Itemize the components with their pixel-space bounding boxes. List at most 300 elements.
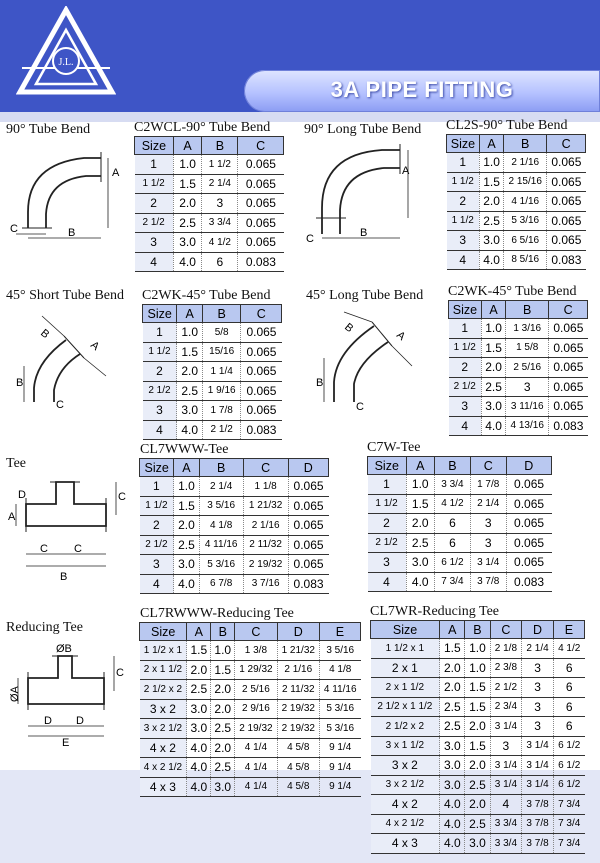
fig-label: D <box>44 715 52 727</box>
fig-label: C <box>356 401 364 413</box>
table-row <box>447 231 586 251</box>
table-cell: 2.5 <box>211 719 235 739</box>
column-header: C <box>547 135 586 153</box>
table-title-cl7wr: CL7WR-Reducing Tee <box>370 604 500 619</box>
table-cell: 4 <box>368 572 407 592</box>
table-cell: 4 <box>447 250 480 270</box>
table-cell: 0.065 <box>288 496 328 516</box>
table-row <box>449 319 588 339</box>
table-row <box>371 756 585 776</box>
column-header: B <box>465 621 490 639</box>
table-cell: 1.5 <box>174 496 199 516</box>
table-cell: 2.5 <box>406 533 434 553</box>
table-cell: 1 21/32 <box>277 641 319 661</box>
table-cell: 1 1/2 x 1 <box>371 639 440 659</box>
table-row <box>135 213 284 233</box>
fig-label: A <box>402 165 410 177</box>
label-reducing-tee: Reducing Tee <box>6 620 83 635</box>
table-cell: 1 <box>143 323 177 343</box>
fig-label: ØA <box>9 686 21 702</box>
table-cell: 2.5 <box>465 814 490 834</box>
table-cell: 1 3/16 <box>506 319 549 339</box>
fig-label: D <box>76 715 84 727</box>
table-row <box>371 795 585 815</box>
table-row <box>140 574 329 594</box>
table-cell: 1 1/2 <box>140 496 174 516</box>
table-cell: 8 5/16 <box>504 250 547 270</box>
table-cell: 2 11/32 <box>243 535 288 555</box>
table-row <box>368 553 552 573</box>
table-cell: 2.0 <box>211 680 235 700</box>
table-cell: 3 <box>447 231 480 251</box>
table-cell: 3.0 <box>481 397 505 417</box>
table-cell: 1.0 <box>177 323 202 343</box>
fig-label: A <box>112 167 120 179</box>
table-cell: 2 19/32 <box>277 719 319 739</box>
table-cell: 1 1/2 <box>368 494 407 514</box>
table-cell: 0.083 <box>288 574 328 594</box>
company-logo <box>16 6 116 96</box>
table-cell: 0.065 <box>238 194 284 214</box>
table-cell: 6 <box>435 533 471 553</box>
table-cell: 4.0 <box>174 574 199 594</box>
table-row <box>143 401 282 421</box>
table-cell: 4 1/2 <box>435 494 471 514</box>
table-cell: 1 <box>140 477 174 497</box>
table-cell: 4.0 <box>187 738 211 758</box>
table-cell: 1 <box>368 475 407 495</box>
table-cell: 3 <box>522 678 554 698</box>
table-cell: 2.0 <box>440 658 465 678</box>
table-cell: 0.065 <box>547 172 586 192</box>
table-cell: 15/16 <box>202 342 241 362</box>
table-cell: 4.0 <box>406 572 434 592</box>
table-row <box>140 535 329 555</box>
column-header: Size <box>447 135 480 153</box>
table-cell: 2 x 1 1/2 <box>140 660 187 680</box>
table-cell: 2.0 <box>177 362 202 382</box>
table-cell: 1 1/2 <box>143 342 177 362</box>
table-row <box>143 381 282 401</box>
table-cell: 1 1/4 <box>202 362 241 382</box>
table-cell: 1.5 <box>479 172 503 192</box>
table-row <box>140 680 361 700</box>
table-cell: 3 3/4 <box>202 213 238 233</box>
table-row <box>135 174 284 194</box>
table-cell: 3 <box>449 397 482 417</box>
table-cell: 6 <box>435 514 471 534</box>
table-cell: 3 <box>140 555 174 575</box>
column-header: Size <box>135 137 174 155</box>
table-cell: 6 1/2 <box>435 553 471 573</box>
column-header: A <box>173 137 202 155</box>
table-cell: 4 1/2 <box>202 233 238 253</box>
table-cell: 2 1/4 <box>199 477 243 497</box>
table-row <box>449 397 588 417</box>
table-cell: 5 3/16 <box>319 699 360 719</box>
table-cell: 2.0 <box>174 516 199 536</box>
table-cell: 1.5 <box>187 641 211 661</box>
column-header: E <box>319 623 360 641</box>
table-row <box>143 362 282 382</box>
fig-label: B <box>360 227 368 239</box>
table-cell: 0.065 <box>549 377 588 397</box>
table-cell: 4 11/16 <box>319 680 360 700</box>
table-cell: 0.065 <box>549 338 588 358</box>
table-cell: 0.065 <box>241 342 282 362</box>
fig-label: C <box>306 233 314 245</box>
table-cell: 2.0 <box>465 756 490 776</box>
column-header: C <box>470 457 506 475</box>
table-cell: 1.5 <box>173 174 202 194</box>
fig-label: A <box>394 329 408 344</box>
table-cell: 3 <box>470 514 506 534</box>
table-title-c7w: C7W-Tee <box>367 440 421 455</box>
logo-text: J.L. <box>58 57 74 68</box>
table-cell: 5 3/16 <box>504 211 547 231</box>
table-cell: 2 1/2 x 1 1/2 <box>371 697 440 717</box>
table-header-row <box>368 457 552 475</box>
table-cell: 4 x 3 <box>371 834 440 854</box>
table-cl2s <box>446 134 586 270</box>
table-cell: 2.5 <box>173 213 202 233</box>
table-cell: 7 3/4 <box>435 572 471 592</box>
table-cell: 3 1/4 <box>490 756 522 776</box>
table-cell: 2 19/32 <box>277 699 319 719</box>
table-cell: 1.5 <box>211 660 235 680</box>
table-cell: 4 <box>143 420 177 440</box>
table-cell: 1.0 <box>174 477 199 497</box>
table-cell: 3.0 <box>177 401 202 421</box>
table-cell: 0.065 <box>549 319 588 339</box>
table-cell: 2 1/2 <box>140 535 174 555</box>
table-row <box>371 717 585 737</box>
fig-label: C <box>74 543 82 555</box>
table-cell: 2 1/4 <box>522 639 554 659</box>
table-cell: 2.0 <box>465 717 490 737</box>
table-cell: 3.0 <box>406 553 434 573</box>
table-cell: 3.0 <box>187 699 211 719</box>
table-row <box>140 738 361 758</box>
table-cell: 5/8 <box>202 323 241 343</box>
table-row <box>140 496 329 516</box>
fig-label: C <box>40 543 48 555</box>
table-cell: 2 1/2 x 2 <box>371 717 440 737</box>
table-row <box>143 342 282 362</box>
table-header-row <box>449 301 588 319</box>
table-cell: 0.065 <box>238 213 284 233</box>
table-c2wk-b <box>448 300 588 436</box>
table-cell: 0.065 <box>547 153 586 173</box>
table-row <box>449 338 588 358</box>
table-cell: 2.0 <box>479 192 503 212</box>
table-cell: 4.0 <box>177 420 202 440</box>
diagram-45-short-tube-bend <box>14 306 126 416</box>
table-cell: 3 1/4 <box>522 756 554 776</box>
table-cell: 3 7/8 <box>522 834 554 854</box>
table-cell: 3.0 <box>440 756 465 776</box>
table-cell: 3 1/4 <box>490 775 522 795</box>
fig-label: E <box>62 737 70 748</box>
table-cell: 1 29/32 <box>235 660 277 680</box>
fig-label: B <box>68 227 76 239</box>
column-header: C <box>241 305 282 323</box>
column-header: Size <box>449 301 482 319</box>
table-cell: 4.0 <box>479 250 503 270</box>
column-header: Size <box>140 623 187 641</box>
table-cell: 0.065 <box>549 358 588 378</box>
table-cell: 3 11/16 <box>506 397 549 417</box>
table-cell: 1.5 <box>481 338 505 358</box>
table-cell: 2 11/32 <box>277 680 319 700</box>
table-row <box>140 516 329 536</box>
title-banner <box>244 70 600 112</box>
diagram-90-long-tube-bend <box>304 138 424 250</box>
table-cell: 3 <box>202 194 238 214</box>
table-cell: 2.5 <box>440 697 465 717</box>
table-cell: 1 3/8 <box>235 641 277 661</box>
table-cell: 3 x 2 1/2 <box>371 775 440 795</box>
table-cell: 2.5 <box>174 535 199 555</box>
table-row <box>368 475 552 495</box>
table-title-cl7www: CL7WWW-Tee <box>140 442 229 457</box>
table-row <box>371 775 585 795</box>
table-cell: 4 1/4 <box>235 758 277 778</box>
table-cell: 0.065 <box>238 155 284 175</box>
table-row <box>140 660 361 680</box>
table-row <box>371 736 585 756</box>
table-cell: 2 1/2 <box>490 678 522 698</box>
table-cell: 4 x 2 1/2 <box>140 758 187 778</box>
table-cell: 1 <box>449 319 482 339</box>
table-cell: 0.065 <box>547 192 586 212</box>
table-row <box>371 697 585 717</box>
table-cell: 0.065 <box>506 533 551 553</box>
table-cell: 4 <box>135 252 174 272</box>
column-header: Size <box>371 621 440 639</box>
table-cell: 2 x 1 <box>371 658 440 678</box>
table-row <box>449 377 588 397</box>
table-cell: 3 x 2 <box>371 756 440 776</box>
table-cell: 3 x 2 1/2 <box>140 719 187 739</box>
table-row <box>368 514 552 534</box>
table-cell: 7 3/4 <box>553 795 584 815</box>
label-90-long-tube-bend: 90° Long Tube Bend <box>304 122 422 137</box>
fig-label: A <box>88 339 102 354</box>
table-cell: 3 5/16 <box>319 641 360 661</box>
table-cell: 2 <box>449 358 482 378</box>
table-row <box>140 555 329 575</box>
table-cell: 0.083 <box>506 572 551 592</box>
column-header: Size <box>143 305 177 323</box>
table-cell: 1.0 <box>211 641 235 661</box>
diagram-90-tube-bend <box>6 140 130 250</box>
table-cell: 6 5/16 <box>504 231 547 251</box>
table-cell: 0.065 <box>288 477 328 497</box>
table-cell: 2 19/32 <box>243 555 288 575</box>
table-row <box>135 252 284 272</box>
table-cell: 1.0 <box>465 639 490 659</box>
table-cell: 3 <box>506 377 549 397</box>
table-row <box>140 758 361 778</box>
table-cell: 2 1/2 <box>368 533 407 553</box>
column-header: Size <box>140 459 174 477</box>
table-cell: 0.083 <box>238 252 284 272</box>
table-row <box>135 194 284 214</box>
table-cell: 2 9/16 <box>235 699 277 719</box>
table-cell: 4.0 <box>187 777 211 797</box>
table-cell: 0.065 <box>288 535 328 555</box>
table-cell: 4 <box>490 795 522 815</box>
table-cell: 2 1/2 <box>202 420 241 440</box>
table-cell: 2 1/2 <box>449 377 482 397</box>
table-row <box>135 233 284 253</box>
table-row <box>140 477 329 497</box>
table-header-row <box>135 137 284 155</box>
table-cell: 0.065 <box>547 231 586 251</box>
table-cell: 4.0 <box>173 252 202 272</box>
table-cell: 2 <box>143 362 177 382</box>
table-cell: 2.5 <box>211 758 235 778</box>
table-row <box>449 358 588 378</box>
table-cell: 2 <box>447 192 480 212</box>
table-cl7www <box>139 458 329 594</box>
table-cell: 4.0 <box>481 416 505 436</box>
table-row <box>447 192 586 212</box>
table-cell: 4.0 <box>440 814 465 834</box>
table-cell: 1.0 <box>481 319 505 339</box>
table-row <box>371 814 585 834</box>
table-row <box>140 777 361 797</box>
column-header: C <box>490 621 522 639</box>
table-cell: 3 7/8 <box>470 572 506 592</box>
table-cell: 4 1/16 <box>504 192 547 212</box>
table-cell: 1 9/16 <box>202 381 241 401</box>
label-tee: Tee <box>6 456 27 471</box>
table-cell: 4 1/4 <box>235 777 277 797</box>
table-cell: 6 1/2 <box>553 756 584 776</box>
table-cell: 2.0 <box>187 660 211 680</box>
column-header: B <box>435 457 471 475</box>
table-cell: 3 <box>368 553 407 573</box>
table-row <box>371 639 585 659</box>
table-cell: 7 3/4 <box>553 814 584 834</box>
table-cell: 1 1/8 <box>243 477 288 497</box>
table-cell: 2.0 <box>481 358 505 378</box>
table-title-cl2s: CL2S-90° Tube Bend <box>446 118 568 133</box>
table-cell: 3 7/8 <box>522 814 554 834</box>
table-cell: 1 7/8 <box>470 475 506 495</box>
table-cell: 1.5 <box>465 697 490 717</box>
table-cell: 6 1/2 <box>553 736 584 756</box>
column-header: C <box>549 301 588 319</box>
fig-label: C <box>118 491 126 503</box>
table-cell: 0.083 <box>241 420 282 440</box>
fig-label: B <box>60 571 68 583</box>
table-cell: 4 5/8 <box>277 758 319 778</box>
table-cell: 3 3/4 <box>490 814 522 834</box>
table-row <box>368 572 552 592</box>
table-cell: 2 <box>135 194 174 214</box>
table-cl7rwww <box>139 622 361 797</box>
table-cell: 3 3/4 <box>435 475 471 495</box>
table-cell: 1 1/2 x 1 <box>140 641 187 661</box>
table-cell: 0.065 <box>506 514 551 534</box>
table-cell: 3 <box>522 697 554 717</box>
label-45-long-tube-bend: 45° Long Tube Bend <box>306 288 424 303</box>
table-cell: 2.5 <box>481 377 505 397</box>
diagram-45-long-tube-bend <box>316 304 428 416</box>
table-c7w <box>367 456 552 592</box>
table-c2wcl <box>134 136 284 272</box>
table-cell: 0.065 <box>241 362 282 382</box>
table-cell: 2 1/2 <box>135 213 174 233</box>
fig-label: B <box>342 321 356 336</box>
table-cell: 2 3/4 <box>490 697 522 717</box>
table-cell: 1.5 <box>440 639 465 659</box>
table-row <box>447 153 586 173</box>
table-cell: 0.065 <box>506 553 551 573</box>
table-row <box>368 533 552 553</box>
table-cell: 3 <box>522 658 554 678</box>
table-row <box>371 658 585 678</box>
table-cell: 2 x 1 1/2 <box>371 678 440 698</box>
table-cell: 1.0 <box>465 658 490 678</box>
fig-label: ØB <box>56 643 72 655</box>
table-cell: 0.065 <box>547 211 586 231</box>
table-cell: 0.065 <box>549 397 588 417</box>
table-cell: 0.065 <box>506 494 551 514</box>
table-cell: 1.0 <box>479 153 503 173</box>
table-cell: 4 <box>449 416 482 436</box>
column-header: B <box>202 305 241 323</box>
table-row <box>143 323 282 343</box>
table-cell: 4 5/8 <box>277 777 319 797</box>
fig-label: B <box>316 377 324 389</box>
table-cell: 1 21/32 <box>243 496 288 516</box>
table-cell: 2 1/4 <box>470 494 506 514</box>
table-cell: 2 3/8 <box>490 658 522 678</box>
table-cell: 4 <box>140 574 174 594</box>
table-cell: 3 <box>470 533 506 553</box>
table-cell: 2 1/16 <box>504 153 547 173</box>
table-cell: 0.065 <box>241 323 282 343</box>
column-header: B <box>202 137 238 155</box>
table-cell: 1 <box>135 155 174 175</box>
table-cell: 0.065 <box>241 381 282 401</box>
column-header: B <box>504 135 547 153</box>
table-cell: 3 <box>135 233 174 253</box>
table-cell: 3 1/4 <box>490 717 522 737</box>
table-cell: 6 <box>553 658 584 678</box>
table-cell: 1 1/2 <box>449 338 482 358</box>
table-cell: 2.5 <box>479 211 503 231</box>
table-row <box>371 834 585 854</box>
table-cell: 6 <box>553 697 584 717</box>
table-cell: 1 5/8 <box>506 338 549 358</box>
table-cell: 4.0 <box>440 795 465 815</box>
table-cell: 3 <box>143 401 177 421</box>
table-title-c2wcl: C2WCL-90° Tube Bend <box>134 120 271 135</box>
table-cell: 1 1/2 <box>447 172 480 192</box>
table-cell: 3.0 <box>440 736 465 756</box>
table-cell: 3 x 1 1/2 <box>371 736 440 756</box>
table-cell: 3.0 <box>174 555 199 575</box>
table-cell: 4 1/2 <box>553 639 584 659</box>
table-cell: 2.5 <box>465 775 490 795</box>
table-cell: 2 1/2 x 2 <box>140 680 187 700</box>
table-cell: 4 11/16 <box>199 535 243 555</box>
